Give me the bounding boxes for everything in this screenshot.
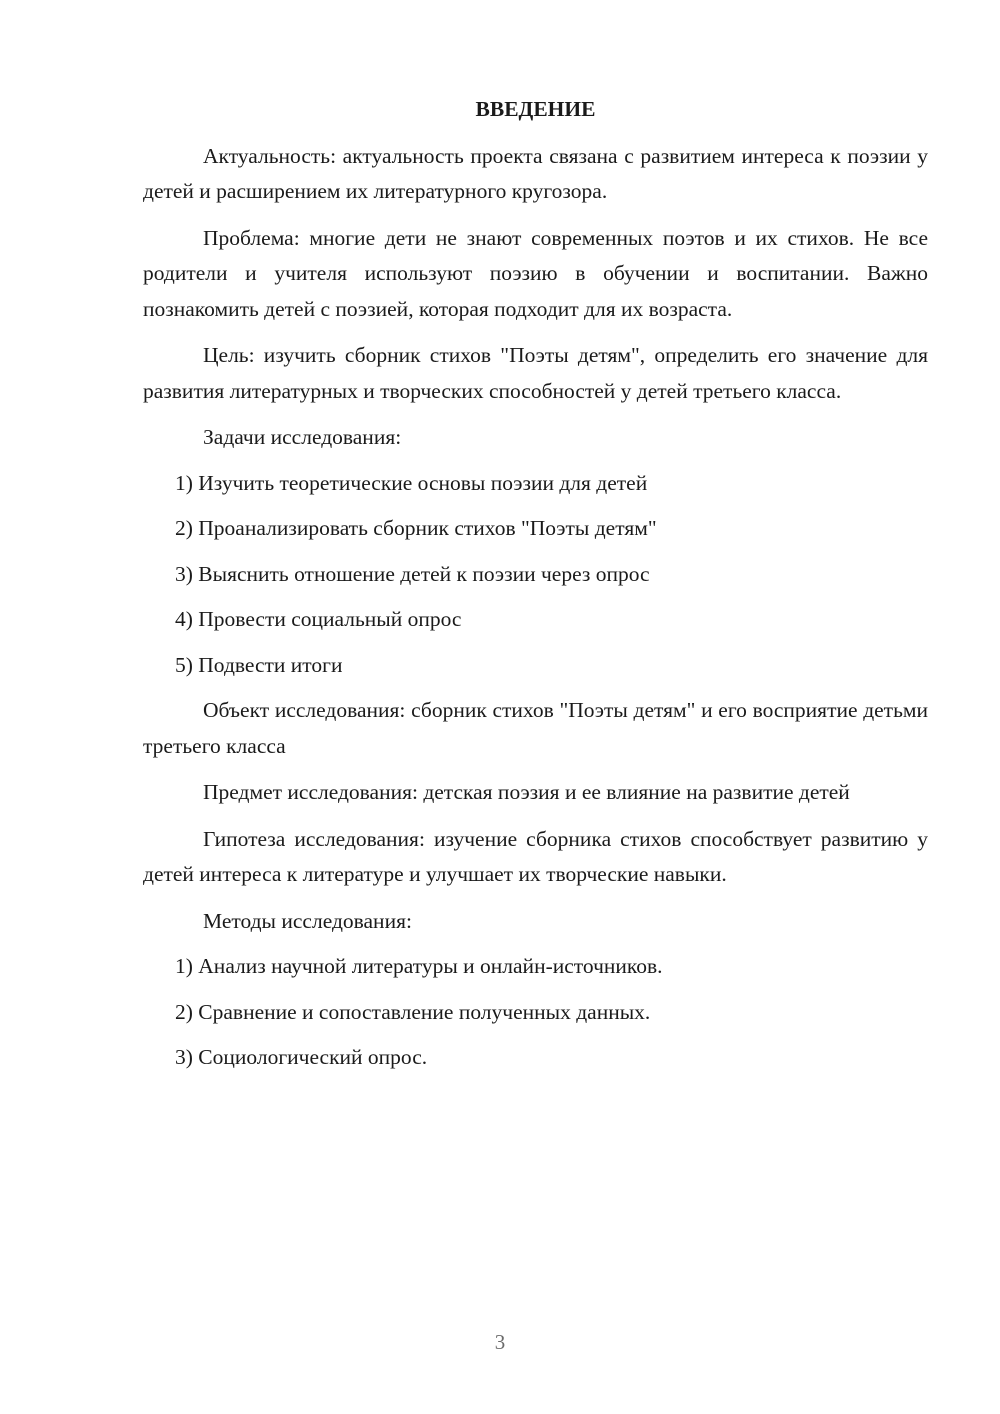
tasks-heading: Задачи исследования: [203,425,402,449]
list-item: 5) Подвести итоги [175,652,343,677]
hypothesis-paragraph: Гипотеза исследования: изучение сборника стихов способствует развитию у детей интереса к литературе и улучшает их творческие навыки. [143,826,928,886]
list-item: 2) Сравнение и сопоставление полученных данных. [175,999,651,1024]
relevance-paragraph: Актуальность: актуальность проекта связана с развитием интереса к поэзии у детей и расширением их литературного кругозора. [143,143,928,203]
subject-paragraph: Предмет исследования: детская поэзия и ее влияние на развитие детей [203,780,850,804]
goal-paragraph: Цель: изучить сборник стихов "Поэты детям", определить его значение для развития литературных и творческих способностей у детей третьего класса. [143,343,928,403]
tasks-list [143,466,928,684]
methods-list [143,949,928,1076]
list-item: 4) Провести социальный опрос [175,607,462,631]
list-item: 3) Социологический опрос. [175,1045,428,1069]
problem-paragraph: Проблема: многие дети не знают современных поэтов и их стихов. Не все родители и учителя используют поэзию в обучении и воспитании. Важно познакомить детей с поэзией, которая подходит для их возраста. [143,225,928,321]
methods-heading: Методы исследования: [203,908,412,933]
list-item: 1) Изучить теоретические основы поэзии для детей [175,470,648,495]
object-paragraph: Объект исследования: сборник стихов "Поэты детям" и его восприятие детьми третьего класса [143,698,928,758]
page-content [143,92,928,1086]
page-title: ВВЕДЕНИЕ [475,97,596,121]
page-number: 3 [494,1330,506,1354]
list-item: 2) Проанализировать сборник стихов "Поэты детям" [175,516,657,540]
list-item: 1) Анализ научной литературы и онлайн-источников. [175,954,663,978]
list-item: 3) Выяснить отношение детей к поэзии через опрос [175,561,650,586]
